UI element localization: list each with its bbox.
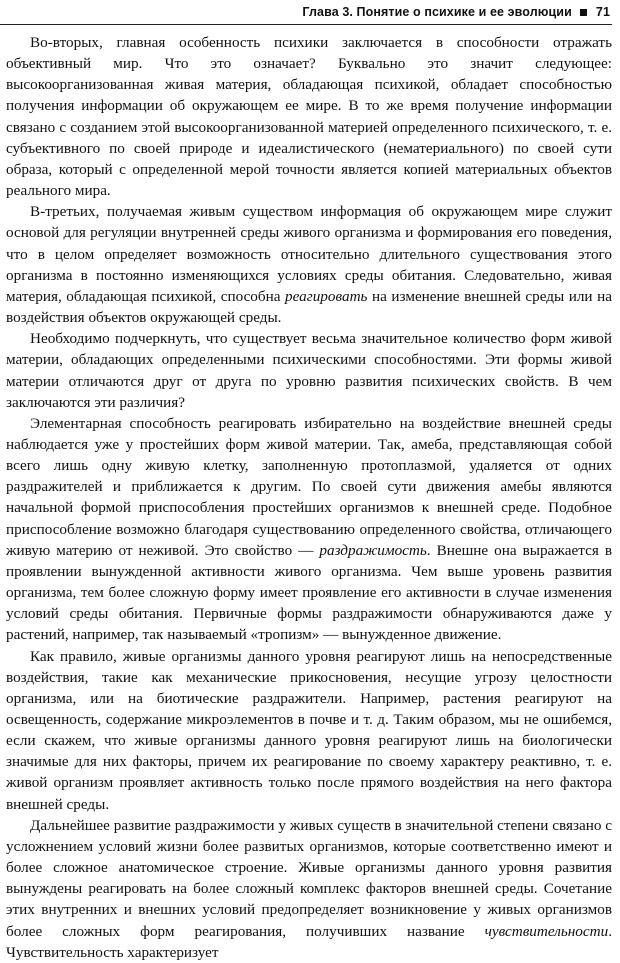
paragraph-4 bbox=[6, 413, 612, 646]
paragraph-6-before: Дальнейшее развитие раздражимости у живых существ в значительной степени связано с усложнением условий жизни более развитых организмов, которые соответственно имеют и более сложное анатомическое строение. Живые организмы данного уровня развития вынуждены реагировать на более сложный комплекс факторов внешней среды. Сочетание этих внутренних и внешних условий предопределяет возникновение у живых организмов более сложных форм реагирования, получивших название bbox=[6, 816, 612, 940]
body-text bbox=[6, 32, 612, 963]
page-number: 71 bbox=[595, 5, 610, 19]
paragraph-3: Необходимо подчеркнуть, что существует весьма значительное количество форм живой материи, обладающих определенными психическими способностями. Эти формы живой материи отличаются друг от друга по уровню развития психических свойств. В чем заключаются эти различия? bbox=[6, 330, 612, 411]
paragraph-4-before: Элементарная способность реагировать избирательно на воздействие внешней среды наблюдается уже у простейших форм живой материи. Так, амеба, представляющая собой всего лишь одну живую клетку, заполненную протоплазмой, удаляется от одних раздражителей и приближается к другим. По своей сути движения амебы являются начальной формой приспособления простейших организмов к внешней среде. Подобное приспособление возможно благодаря существованию определенного свойства, отличающего живую материю от неживой. Это свойство — bbox=[6, 414, 612, 559]
paragraph-4-after: . Внешне она выражается в проявлении вынужденной активности живого организма. Чем выше уровень развития организма, тем более сложную форму имеет проявление его активности в случае изменения условий среды обитания. Первичные формы раздражимости обнаруживаются даже у растений, например, так называемый «тропизм» — вынужденное движение. bbox=[6, 541, 612, 644]
term-react: реагировать bbox=[285, 287, 368, 305]
square-bullet-icon bbox=[580, 9, 587, 16]
paragraph-6-after: . Чувствительность характеризует bbox=[6, 922, 612, 961]
paragraph-2 bbox=[6, 201, 612, 328]
term-sensitivity: чувствительности bbox=[484, 922, 609, 940]
paragraph-2-before: В-третьих, получаемая живым существом информация об окружающем мире служит основой для регуляции внутренней среды живого организма и формирования его поведения, что в целом определяет возможность относительно длительного существования этого организма в постоянно изменяющихся условиях среды обитания. Следовательно, живая материя, обладающая психикой, способна bbox=[6, 203, 612, 305]
chapter-title: Глава 3. Понятие о психике и ее эволюции bbox=[302, 5, 572, 19]
paragraph-6 bbox=[6, 815, 612, 963]
paragraph-5: Как правило, живые организмы данного уровня реагируют лишь на непосредственные воздействия, такие как механические прикосновения, несущие угрозу целостности организма, или на биотические раздражители. Например, растения реагируют на освещенность, содержание микроэлементов в почве и т. д. Таким образом, мы не ошибемся, если скажем, что живые организмы данного уровня реагируют лишь на биологически значимые для них факторы, причем их реагирование по своему характеру реактивно, т. е. живой организм проявляет активность только после прямого воздействия на него фактора внешней среды. bbox=[6, 647, 612, 813]
running-head bbox=[0, 0, 612, 25]
paragraph-1: Во-вторых, главная особенность психики заключается в способности отражать объективный мир. Что это означает? Буквально это значит следующее: высокоорганизованная живая материя, обладающая психикой, обладает способностью получения информации об окружающем ее мире. В то же время получение информации связано с созданием этой высокоорганизованной материей определенного психического, т. е. субъективного по своей природе и идеалистического (нематериального) по своей сути образа, который с определенной мерой точности является копией материальных объектов реального мира. bbox=[6, 34, 612, 200]
term-irritability: раздражимость bbox=[319, 541, 427, 559]
paragraph-2-after: на изменение внешней среды или на воздействия объектов окружающей среды. bbox=[6, 287, 612, 327]
